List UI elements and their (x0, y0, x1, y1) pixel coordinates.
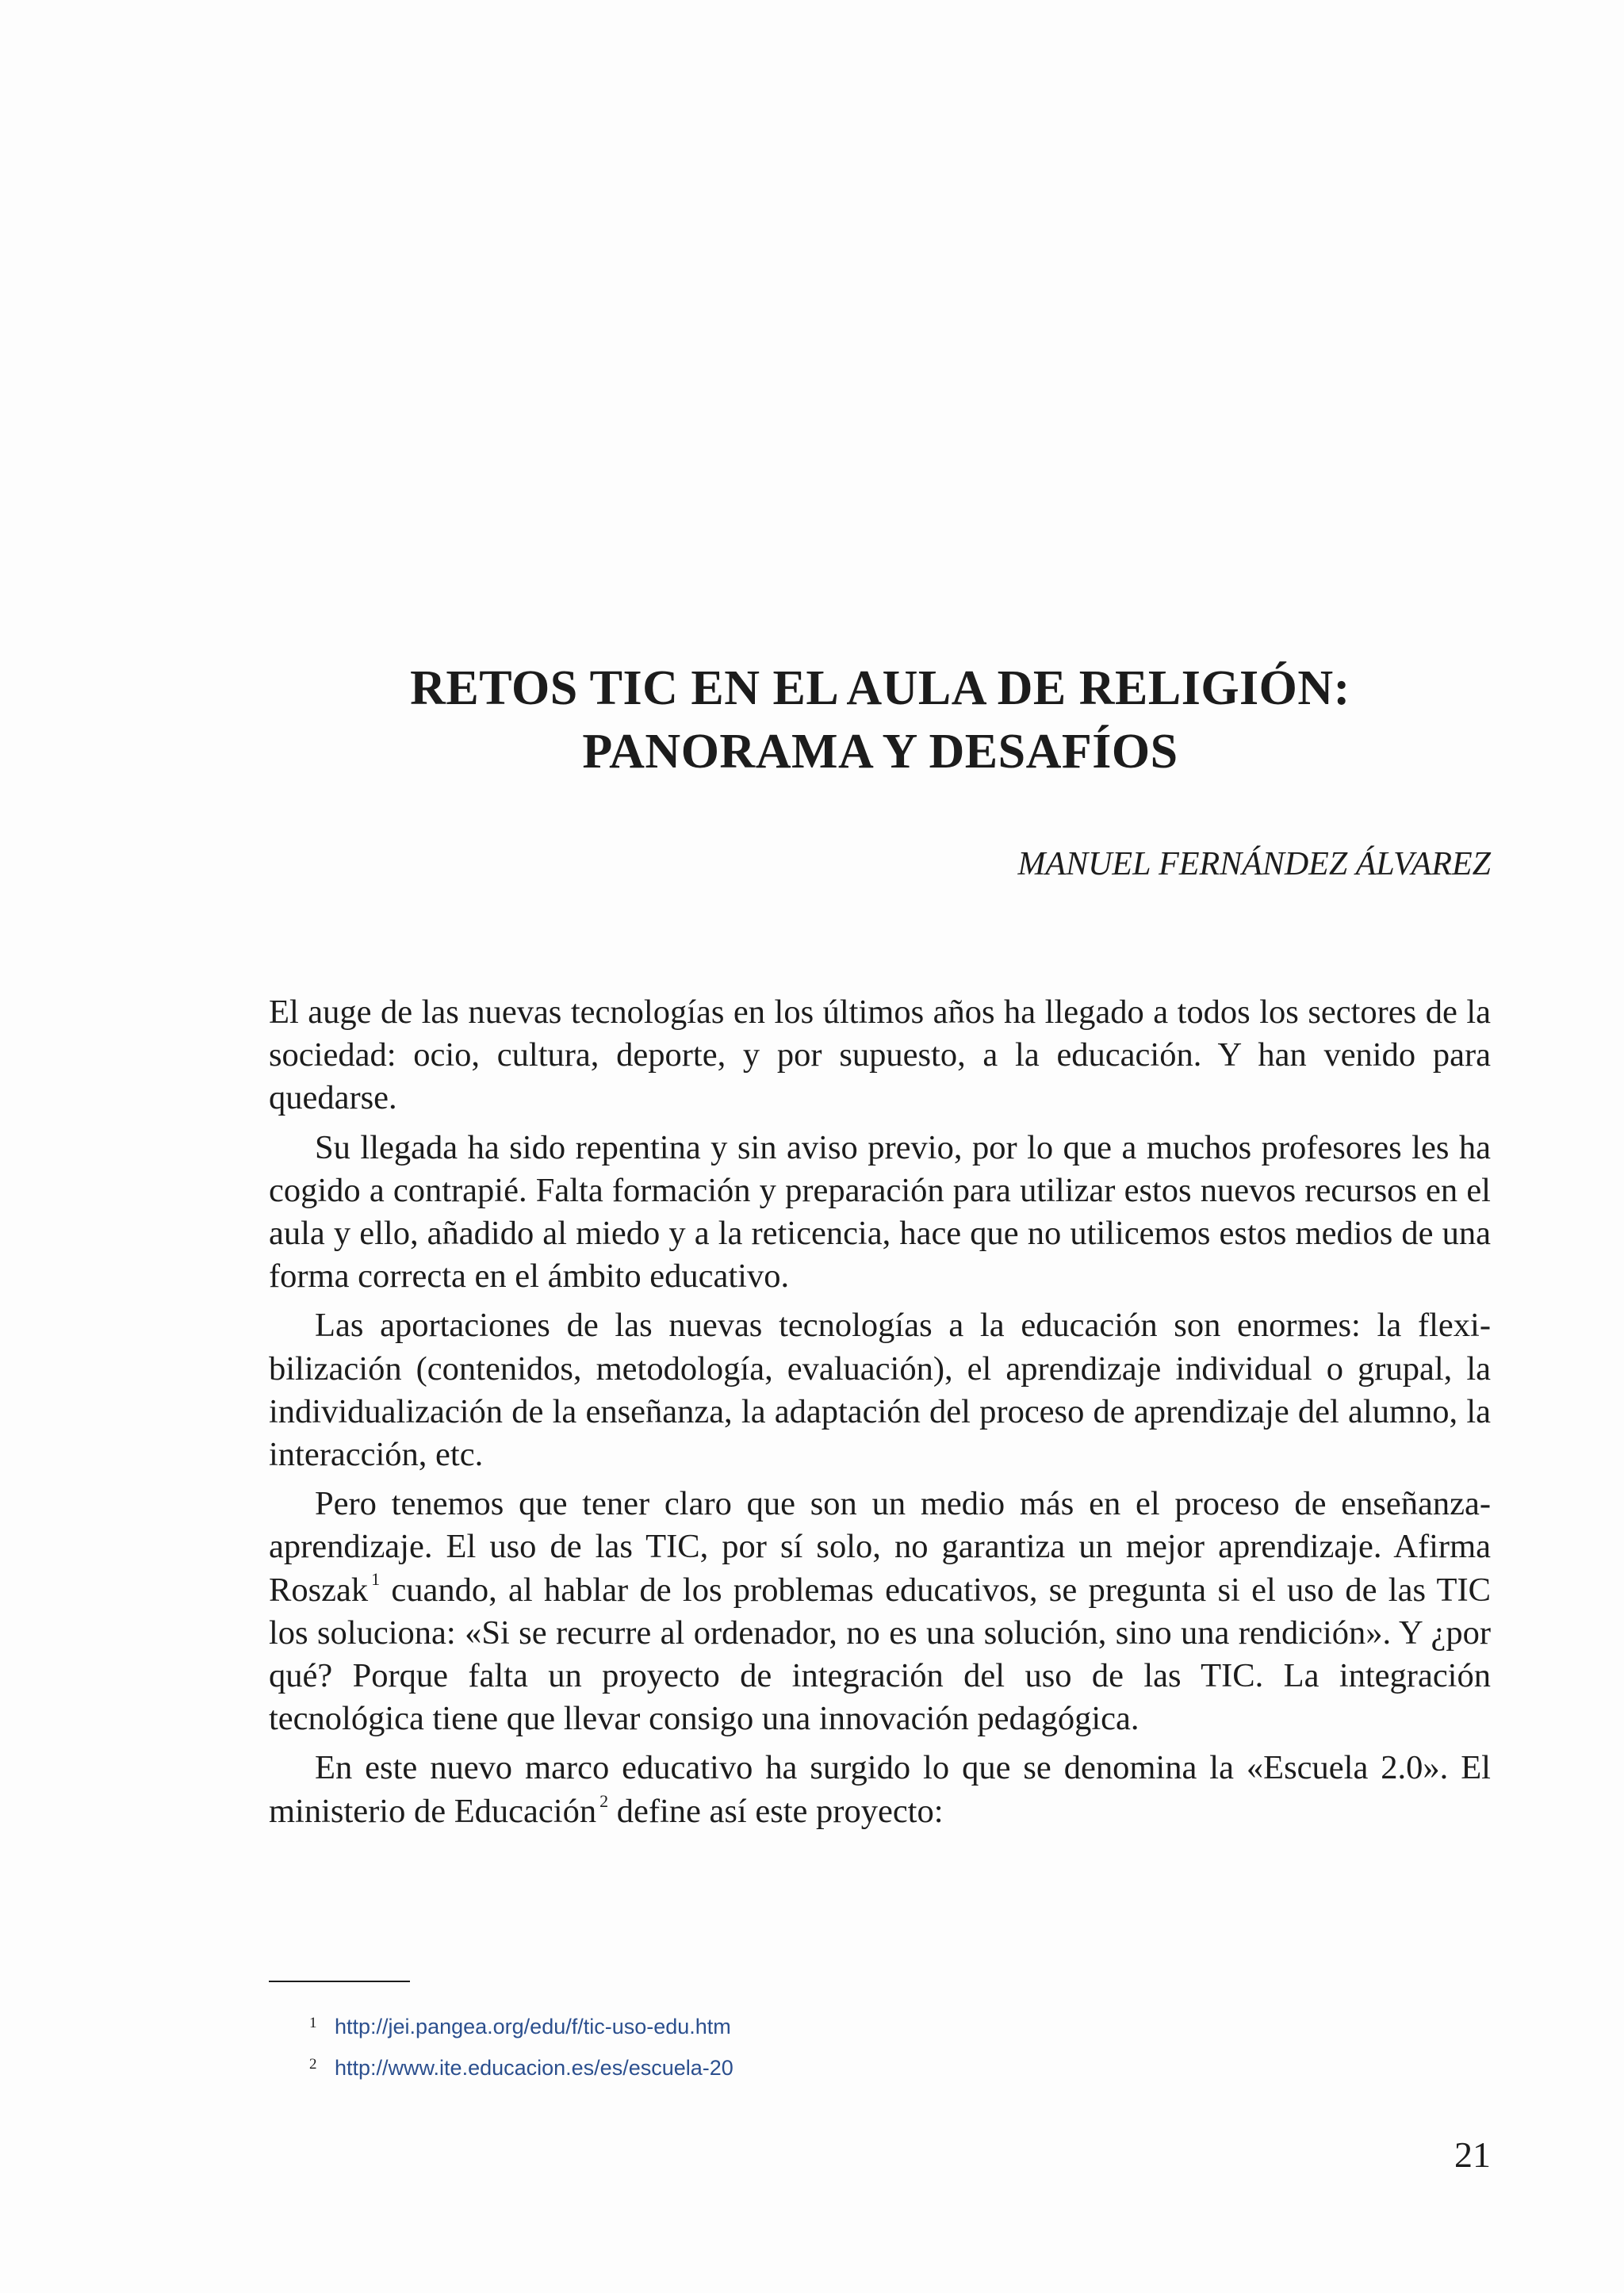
footnote-ref-1[interactable]: 1 (371, 1569, 381, 1590)
footnote-2 (309, 2046, 733, 2087)
paragraph-5 (269, 1747, 1491, 1832)
footnote-link[interactable]: http://jei.pangea.org/edu/f/tic-uso-edu.htm (335, 2015, 731, 2038)
title-line-2: PANORAMA Y DESAFÍOS (582, 725, 1178, 779)
paragraph-1: El auge de las nuevas tecnologías en los últimos años ha llegado a todos los sectores de la sociedad: ocio, cultura, deporte, y por supuesto, a la educación. Y han venido para quedarse. (269, 993, 1491, 1117)
paragraph-4 (269, 1483, 1491, 1740)
paragraph-4-text-b: cuando, al hablar de los problemas educativos, se pregunta si el uso de las TIC los soluciona: «Si se recurre al ordenador, no es una solución, sino una rendición». Y ¿por qué? Porque falta un proyecto de integración del uso de las TIC. La integración tecnológica tiene que llevar consigo una innovación pedagógica. (269, 1571, 1491, 1738)
paragraph-2: Su llegada ha sido repentina y sin aviso previo, por lo que a muchos profesores les ha cogido a contrapié. Falta formación y preparación para utilizar estos nuevos recursos en el aula y ello, añadido al miedo y a la reticencia, hace que no utilicemos estos medios de una forma correcta en el ámbito educativo. (269, 1128, 1491, 1296)
footnote-number: 2 (309, 2056, 317, 2073)
title-line-1: RETOS TIC EN EL AULA DE RELIGIÓN: (410, 661, 1350, 715)
article-body (269, 991, 1491, 1839)
footnotes (309, 2004, 733, 2087)
footnote-1 (309, 2004, 733, 2046)
paragraph-5-text-a: En este nuevo marco educativo ha surgido lo que se denomina la «Escuela 2.0». El ministerio de Educación (269, 1749, 1491, 1830)
footnote-ref-2[interactable]: 2 (599, 1790, 609, 1811)
footnote-number: 1 (309, 2015, 317, 2031)
author-name: MANUEL FERNÁNDEZ ÁLVAREZ (1017, 846, 1491, 882)
paragraph-3: Las aportaciones de las nuevas tecnologías a la educación son enormes: la flexibilización (contenidos, metodología, evaluación), el aprendizaje individual o grupal, la individualización de la enseñanza, la adaptación del proceso de aprendizaje del alumno, la interacción, etc. (269, 1307, 1491, 1474)
page-number: 21 (1454, 2134, 1491, 2175)
footnote-link[interactable]: http://www.ite.educacion.es/es/escuela-20 (335, 2056, 733, 2080)
paragraph-5-text-b: define así este proyecto: (608, 1792, 944, 1830)
paragraph-4-text-a: Pero tenemos que tener claro que son un medio más en el proceso de enseñanza-aprendizaje. El uso de las TIC, por sí solo, no garantiza un mejor aprendizaje. Afirma Roszak (269, 1485, 1491, 1609)
article-title (270, 657, 1491, 783)
footnote-separator (269, 1981, 410, 1982)
